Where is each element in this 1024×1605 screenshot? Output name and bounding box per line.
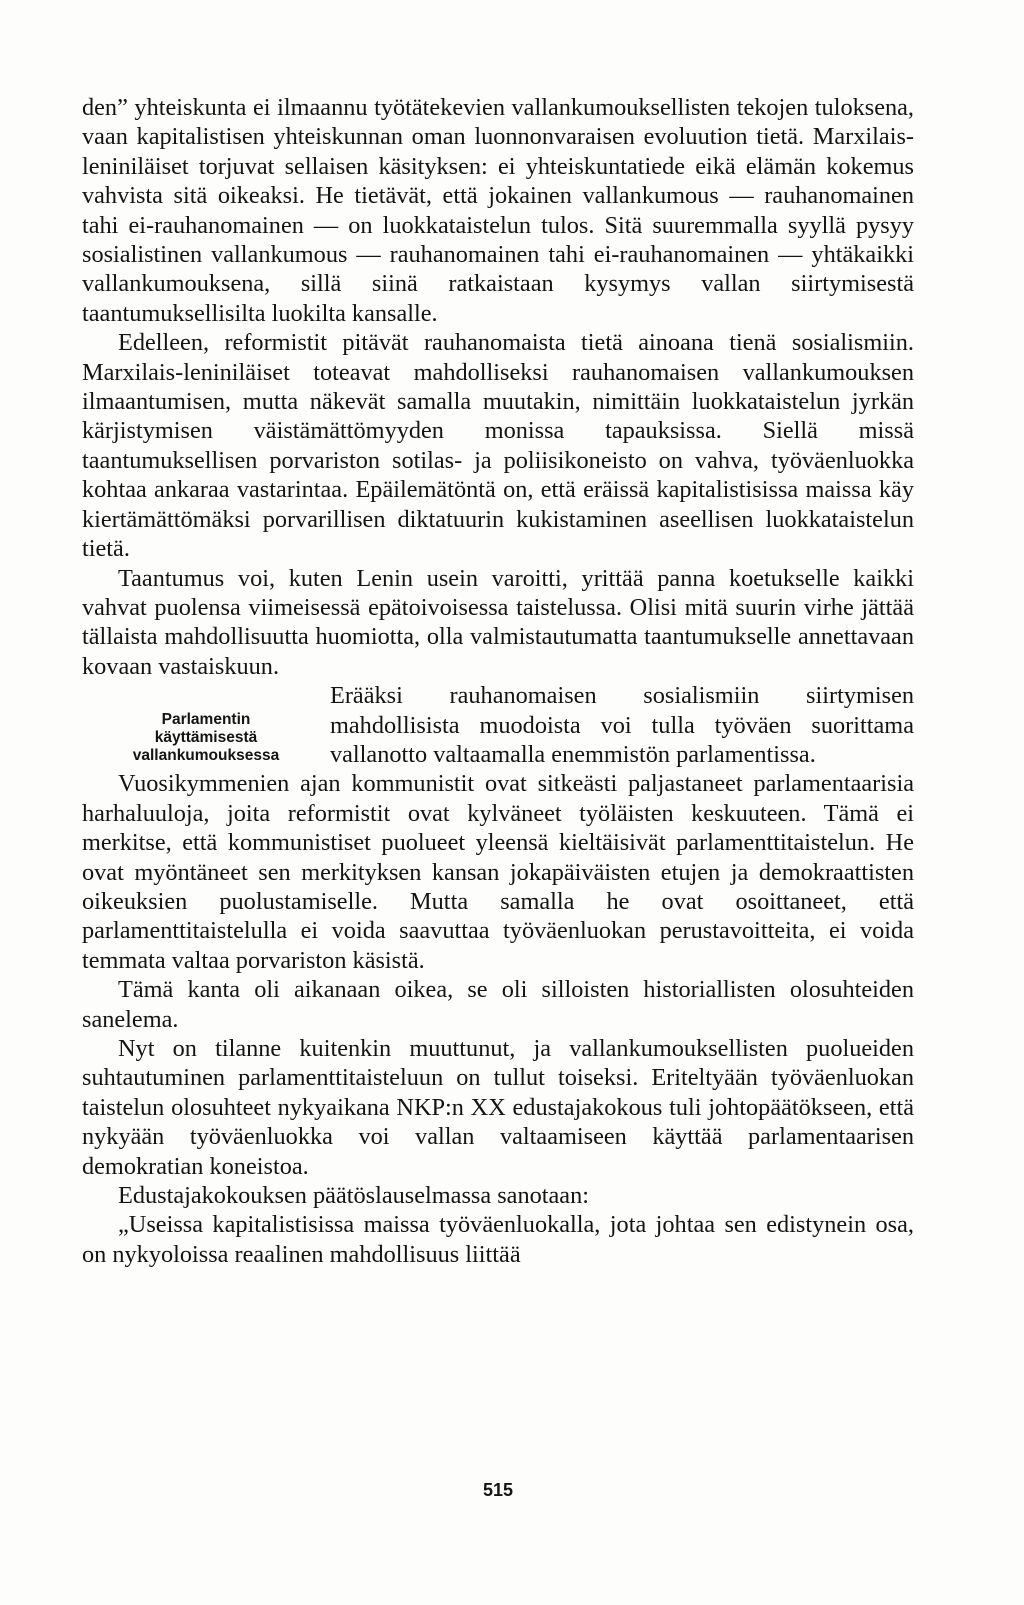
side-heading — [82, 681, 330, 765]
paragraph-9: „Useissa kapitalistisissa maissa työväenluokalla, jota johtaa sen edistynein osa, on nykyoloissa reaalinen mahdollisuus liittää — [82, 1211, 914, 1268]
side-heading-line-3: vallankumouksessa — [132, 747, 280, 765]
paragraph-6: Tämä kanta oli aikanaan oikea, se oli silloisten historiallisten olosuhteiden sanelema. — [82, 976, 914, 1033]
paragraph-2: Edelleen, reformistit pitävät rauhanomaista tietä ainoana tienä sosialismiin. Marxilais-leniniläiset toteavat mahdolliseksi rauhanomaisen vallankumouksen ilmaantumisen, mutta näkevät samalla muutakin, nimittäin luokkataistelun jyrkän kärjistymisen väistämättömyyden monissa tapauksissa. Siellä missä taantumuksellisen porvariston sotilas- ja poliisikoneisto on vahva, työväenluokka kohtaa ankaraa vastarintaa. Epäilemätöntä on, että eräissä kapitalistisissa maissa käy kiertämättömäksi porvarillisen diktatuurin kukistaminen aseellisen luokkataistelun tietä. — [82, 329, 914, 563]
paragraph-5: Vuosikymmenien ajan kommunistit ovat sitkeästi paljastaneet parlamentaarisia harhaluuloja, joita reformistit ovat kylväneet työläisten keskuuteen. Tämä ei merkitse, että kommunistiset puolueet yleensä kieltäisivät parlamenttitaistelun. He ovat myöntäneet sen merkityksen kansan jokapäiväisten etujen ja demokraattisten oikeuksien puolustamiselle. Mutta samalla he ovat osoittaneet, että parlamenttitaistelulla ei voida saavuttaa työväenluokan perustavoitteita, ei voida temmata valtaa porvariston käsistä. — [82, 770, 914, 974]
side-heading-line-1: Parlamentin — [161, 711, 251, 729]
paragraph-1: den” yhteiskunta ei ilmaannu työtätekevien vallankumouksellisten tekojen tuloksena, vaan kapitalistisen yhteiskunnan oman luonnonvaraisen evoluution tietä. Marxilais-leniniläiset torjuvat sellaisen käsityksen: ei yhteiskuntatiede eikä elämän kokemus vahvista sitä oikeaksi. He tietävät, että jokainen vallankumous — rauhanomainen tahi ei-rauhanomainen — on luokkataistelun tulos. Sitä suuremmalla syyllä pysyy sosialistinen vallankumous — rauhanomainen tahi ei-rauhanomainen — yhtäkaikki vallankumouksena, sillä siinä ratkaistaan kysymys vallan siirtymisestä taantumuksellisilta luokilta kansalle. — [82, 94, 914, 327]
paragraph-4: Erääksi rauhanomaisen sosialismiin siirtymisen mahdollisista muodoista voi tulla työväen suorittama vallanotto valtaamalla enemmistön parlamentissa. — [330, 682, 914, 768]
paragraph-3: Taantumus voi, kuten Lenin usein varoitti, yrittää panna koetukselle kaikki vahvat puolensa viimeisessä epätoivoisessa taistelussa. Olisi mitä suurin virhe jättää tällaista mahdollisuutta huomiotta, olla valmistautumatta taantumukselle annettavaan kovaan vastaiskuun. — [82, 564, 914, 680]
margin-heading-section — [82, 681, 914, 769]
paragraph-7: Nyt on tilanne kuitenkin muuttunut, ja vallankumouksellisten puolueiden suhtautuminen parlamenttitaisteluun on tullut toiseksi. Eriteltyään työväenluokan taistelun olosuhteet nykyaikana NKP:n XX edustajakokous tuli johtopäätökseen, että nykyään työväenluokka voi vallan valtaamiseen käyttää parlamentaarisen demokratian koneistoa. — [82, 1035, 914, 1180]
page-number: 515 — [482, 1480, 514, 1500]
side-heading-line-2: käyttämisestä — [154, 729, 258, 747]
paragraph-8: Edustajakokouksen päätöslauselmassa sanotaan: — [118, 1182, 589, 1210]
